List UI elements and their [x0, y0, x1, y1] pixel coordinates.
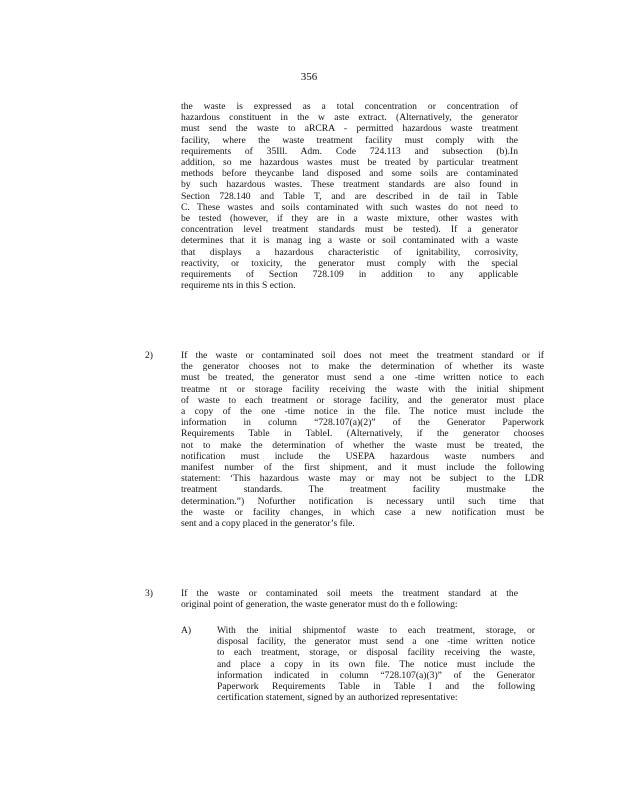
text-line: certification statement, signed by an authorized representative: [217, 692, 458, 704]
text-line: Requirements Table in TableI. (Alternatively, if the generator chooses [181, 428, 544, 440]
text-line: If the waste or contaminated soil meets the treatment standard at the [181, 588, 518, 599]
text-line: information in column “728.107(a)(2)” of the Generator Paperwork [181, 417, 544, 429]
text-line: be tested (however, if they are in a waste mixture, other wastes with [181, 213, 518, 225]
text-line: disposal facility, the generator must send a one -time written notice [217, 636, 535, 648]
text-line: With the initial shipmentof waste to each treatment, storage, or [217, 625, 535, 636]
text-line: Section 728.140 and Table T, and are described in de tail in Table [181, 190, 518, 202]
text-line: notification must include the USEPA hazardous waste numbers and [181, 450, 544, 462]
text-line: information indicated in column “728.107(a)(3)” of the Generator [217, 669, 535, 681]
text-line: sent and a copy placed in the generator’s file. [181, 518, 355, 530]
item-number-2: 2) [145, 350, 153, 361]
text-line: the waste is expressed as a total concentration or concentration of [181, 101, 518, 112]
text-line: determines that it is manag ing a waste or soil contaminated with a waste [181, 235, 518, 247]
text-line: treatment standards. The treatment facility mustmake the [181, 484, 544, 496]
text-line: requireme nts in this S ection. [181, 280, 296, 292]
text-line: and place a copy in its own file. The notice must include the [217, 658, 535, 670]
text-line: of waste to each treatment or storage facility, and the generator must place [181, 394, 544, 406]
text-line: Paperwork Requirements Table in Table I and the following [217, 681, 535, 693]
text-line: not to make the determination of whether the waste must be treated, the [181, 439, 544, 451]
text-line: to each treatment, storage, or disposal facility receiving the waste, [217, 647, 535, 659]
text-line: statement: ‘This hazardous waste may or may not be subject to the LDR [181, 473, 544, 485]
text-line: determination.”) Nofurther notification is necessary until such time that [181, 495, 544, 507]
text-line: manifest number of the first shipment, and it must include the following [181, 462, 544, 474]
text-line: must be treated, the generator must send a one -time written notice to each [181, 372, 544, 384]
item-3-text [181, 588, 518, 610]
text-line: by such hazardous wastes. These treatment standards are also found in [181, 179, 518, 191]
paragraph-continuation [181, 101, 518, 291]
text-line: requirements of Section 728.109 in addition to any applicable [181, 269, 518, 281]
text-line: treatme nt or storage facility receiving the waste with the initial shipment [181, 383, 544, 395]
text-line: hazardous constituent in the w aste extract. (Alternatively, the generator [181, 112, 518, 124]
page-number: 356 [300, 71, 318, 83]
text-line: requirements of 35Ill. Adm. Code 724.113 and subsection (b).In [181, 145, 518, 157]
text-line: must send the waste to aRCRA - permitted hazardous waste treatment [181, 123, 518, 135]
item-number-3: 3) [145, 588, 153, 599]
subitem-number-a: A) [181, 625, 192, 636]
text-line: addition, so me hazardous wastes must be treated by particular treatment [181, 157, 518, 169]
text-line: C. These wastes and soils contaminated with such wastes do not need to [181, 201, 518, 213]
text-line: If the waste or contaminated soil does not meet the treatment standard or if [181, 350, 544, 361]
text-line: methods before theycanbe land disposed and some soils are contaminated [181, 168, 518, 180]
subitem-a-text [217, 625, 535, 703]
text-line: the generator chooses not to make the determination of whether its waste [181, 361, 544, 373]
item-2-text [181, 350, 544, 529]
text-line: original point of generation, the waste generator must do th e following: [181, 599, 458, 611]
text-line: reactivity, or toxicity, the generator must comply with the special [181, 257, 518, 269]
text-line: the waste or facility changes, in which case a new notification must be [181, 506, 544, 518]
text-line: facility, where the waste treatment facility must comply with the [181, 134, 518, 146]
text-line: that displays a hazardous characteristic of ignitability, corrosivity, [181, 246, 518, 258]
text-line: concentration level treatment standards must be tested). If a generator [181, 224, 518, 236]
text-line: a copy of the one -time notice in the file. The notice must include the [181, 406, 544, 418]
